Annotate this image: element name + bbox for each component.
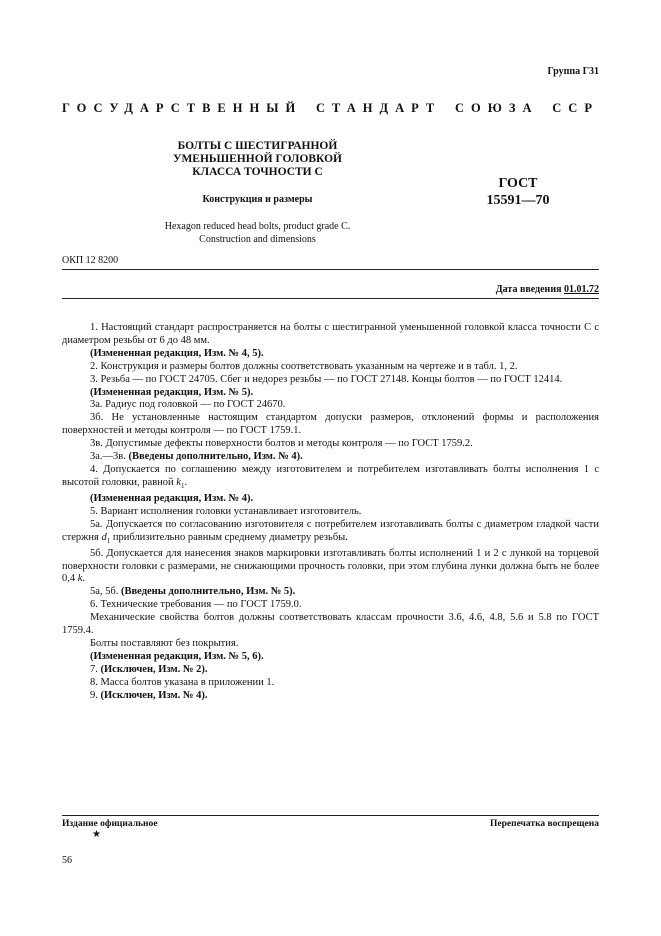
paragraph-7-note: (Исключен, Изм. № 2).	[100, 663, 208, 675]
official-edition-label: Издание официальное	[62, 819, 158, 829]
gost-number: 15591—70	[486, 193, 550, 208]
paragraph-4-variable: k	[176, 476, 181, 488]
paragraph-5a-subscript: 1	[106, 536, 111, 545]
paragraph-3a-3v	[62, 451, 599, 464]
introduction-date-label: Дата введения	[495, 284, 562, 295]
paragraph-3a-3v-note: (Введены дополнительно, Изм. № 4).	[128, 451, 303, 463]
paragraph-5b-text: 5б. Допускается для нанесения знаков маркировки изготавливать болты исполнений 1 и 2 с лункой на торцевой поверхности головки с размерами, не снижающими прочность головки, при этом глубина лунки должна быть не более 0,4	[62, 547, 599, 585]
paragraph-5a-5b-prefix: 5а, 5б.	[90, 586, 119, 598]
reprint-prohibited-label: Перепечатка воспрещена	[489, 819, 599, 829]
page-number: 56	[62, 855, 72, 866]
banner-word-4: ССР	[552, 101, 599, 115]
paragraph-5b	[62, 548, 599, 587]
paragraph-7	[62, 664, 599, 677]
gost-designation	[478, 175, 558, 209]
paragraph-9-note: (Исключен, Изм. № 4).	[100, 689, 208, 701]
paragraph-5b-end: .	[82, 573, 86, 585]
paragraph-4-subscript: 1	[180, 481, 185, 490]
divider-top	[62, 269, 599, 270]
banner-word-1: ГОСУДАРСТВЕННЫЙ	[62, 101, 303, 115]
paragraph-6-coating: Болты поставляют без покрытия.	[90, 637, 239, 649]
paragraph-3a: 3а. Радиус под головкой — по ГОСТ 24670.	[90, 399, 286, 411]
paragraph-1: 1. Настоящий стандарт распространяется на болты с шестигранной уменьшенной головкой класса точности С с диаметром резьбы от 6 до 48 мм.	[62, 322, 599, 346]
divider-footer	[62, 815, 599, 816]
paragraph-3a-3v-prefix: 3а.—3в.	[90, 451, 126, 463]
paragraph-3-note: (Измененная редакция, Изм. № 5).	[90, 386, 254, 398]
paragraph-5a-text: 5а. Допускается по согласованию изготовителя с потребителем изготавливать болты с диаметром гладкой части стержня	[62, 518, 599, 543]
introduction-date	[496, 284, 599, 295]
paragraph-6-note: (Измененная редакция, Изм. № 5, 6).	[90, 650, 264, 662]
paragraph-9-prefix: 9.	[90, 689, 98, 701]
paragraph-5a-end: приблизительно равным среднему диаметру резьбы.	[112, 531, 348, 543]
paragraph-6: 6. Технические требования — по ГОСТ 1759.0.	[90, 599, 302, 611]
paragraph-4	[62, 464, 599, 493]
banner-word-2: СТАНДАРТ	[315, 101, 442, 115]
english-title-line-1: Hexagon reduced head bolts, product grade C.	[164, 221, 351, 232]
gost-label: ГОСТ	[498, 176, 538, 191]
banner-word-3: СОЮЗА	[455, 101, 539, 115]
english-title	[130, 221, 385, 246]
paragraph-5a-5b-note: (Введены дополнительно, Изм. № 5).	[121, 586, 296, 598]
document-title	[150, 140, 365, 179]
title-line-3: КЛАССА ТОЧНОСТИ С	[192, 166, 323, 178]
star-icon: ★	[92, 829, 101, 840]
title-line-1: БОЛТЫ С ШЕСТИГРАННОЙ	[177, 140, 338, 152]
paragraph-1-note: (Измененная редакция, Изм. № 4, 5).	[90, 347, 264, 359]
paragraph-5a-5b	[62, 586, 599, 599]
group-label: Группа Г31	[547, 66, 599, 77]
introduction-date-value: 01.01.72	[564, 284, 599, 295]
paragraph-3v: 3в. Допустимые дефекты поверхности болтов и методы контроля — по ГОСТ 1759.2.	[90, 438, 473, 450]
paragraph-3b: 3б. Не установленные настоящим стандартом допуски размеров, отклонений формы и расположения поверхностей и методы контроля — по ГОСТ 1759.1.	[62, 412, 599, 437]
paragraph-6-mechanical: Механические свойства болтов должны соответствовать классам прочности 3.6, 4.6, 4.8, 5.6 и 5.8 по ГОСТ 1759.4.	[62, 612, 599, 637]
divider-date	[62, 298, 599, 299]
paragraph-4-note: (Измененная редакция, Изм. № 4).	[90, 492, 254, 504]
paragraph-4-end: .	[184, 476, 188, 488]
paragraph-7-prefix: 7.	[90, 663, 98, 675]
paragraph-5: 5. Вариант исполнения головки устанавливает изготовитель.	[90, 505, 362, 517]
paragraph-5a	[62, 519, 599, 548]
paragraph-9	[62, 690, 599, 703]
state-standard-banner	[62, 101, 599, 116]
paragraph-2: 2. Конструкция и размеры болтов должны соответствовать указанным на чертеже и в табл. 1, 2.	[90, 360, 518, 372]
document-body	[62, 322, 599, 702]
paragraph-3: 3. Резьба — по ГОСТ 24705. Сбег и недорез резьбы — по ГОСТ 27148. Концы болтов — по ГОСТ 12414.	[90, 373, 563, 385]
okp-code: ОКП 12 8200	[62, 255, 119, 266]
title-line-2: УМЕНЬШЕННОЙ ГОЛОВКОЙ	[173, 153, 342, 165]
document-subtitle: Конструкция и размеры	[202, 194, 313, 205]
paragraph-5b-variable: k	[77, 573, 83, 585]
english-title-line-2: Construction and dimensions	[199, 233, 316, 245]
paragraph-8: 8. Масса болтов указана в приложении 1.	[90, 676, 275, 688]
paragraph-4-text: 4. Допускается по соглашению между изготовителем и потребителем изготавливать болты исполнения 1 с высотой головки, равной	[62, 463, 599, 488]
paragraph-5a-variable: d	[101, 531, 107, 543]
